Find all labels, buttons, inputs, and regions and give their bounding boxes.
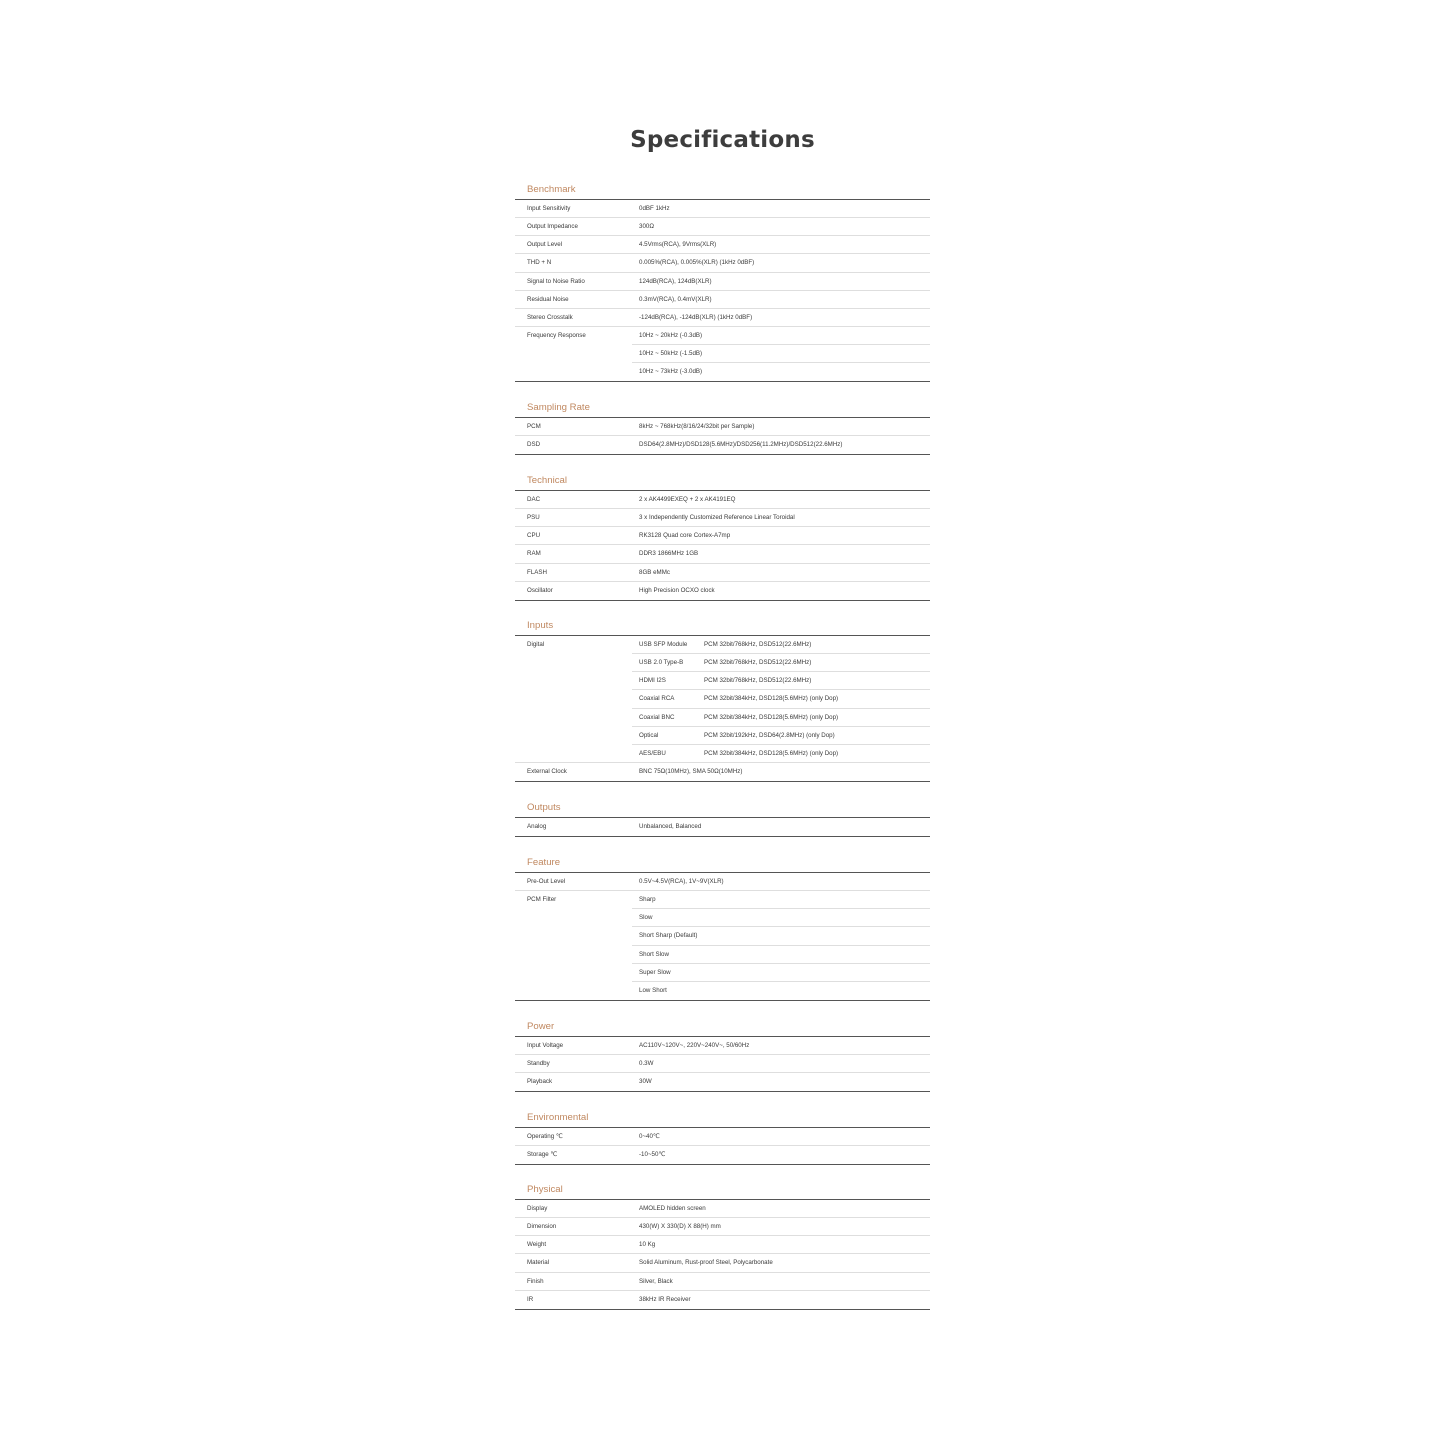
spec-value: 38kHz IR Receiver [639, 1295, 691, 1303]
spec-sub-label: Optical [639, 731, 659, 739]
section-title: Feature [527, 857, 561, 868]
section-rows [515, 417, 930, 455]
spec-value: PCM 32bit/384kHz, DSD128(5.6MHz) (only Dop) [704, 749, 839, 757]
spec-row [515, 636, 930, 654]
spec-row [515, 509, 930, 527]
spec-value: 430(W) X 330(D) X 88(H) mm [639, 1223, 721, 1231]
spec-sub-label: USB 2.0 Type-B [639, 659, 684, 667]
section-title: Sampling Rate [527, 402, 590, 413]
spec-label: Standby [527, 1060, 550, 1068]
spec-sub-label: Coaxial BNC [639, 713, 675, 721]
spec-value: 2 x AK4499EXEQ + 2 x AK4191EQ [639, 496, 736, 503]
spec-value: 10Hz ~ 73kHz (-3.0dB) [639, 368, 703, 376]
spec-value: 300Ω [639, 223, 654, 231]
spec-row [515, 1037, 930, 1055]
spec-value: Unbalanced, Balanced [639, 823, 702, 830]
spec-value: 10 Kg [639, 1241, 656, 1249]
spec-value: 8kHz ~ 768kHz(8/16/24/32bit per Sample) [639, 423, 755, 430]
spec-row [515, 545, 930, 563]
spec-row [515, 418, 930, 436]
section-rows [515, 635, 930, 782]
spec-value: 3 x Independently Customized Reference Linear Toroidal [639, 514, 795, 522]
spec-value: 8GB eMMc [639, 568, 670, 576]
spec-label: Output Impedance [527, 223, 578, 231]
spec-sub-label: USB SFP Module [639, 641, 688, 648]
spec-row [515, 654, 930, 672]
section-title: Physical [527, 1184, 563, 1195]
spec-value: Solid Aluminum, Rust-proof Steel, Polycarbonate [639, 1259, 773, 1267]
spec-label: Finish [527, 1277, 544, 1285]
spec-value: -10~50℃ [639, 1151, 666, 1159]
spec-label: IR [527, 1295, 534, 1303]
spec-label: Oscillator [527, 586, 553, 594]
spec-row [515, 218, 930, 236]
spec-row [515, 491, 930, 509]
spec-label: Frequency Response [527, 331, 586, 339]
spec-label: Stereo Crosstalk [527, 313, 573, 321]
spec-row [515, 709, 930, 727]
section-rows [515, 1199, 930, 1310]
spec-label: PCM Filter [527, 896, 557, 904]
section-rows [515, 199, 930, 382]
spec-value: PCM 32bit/768kHz, DSD512(22.6MHz) [704, 641, 812, 648]
spec-value: AC110V~120V~, 220V~240V~, 50/60Hz [639, 1042, 750, 1049]
spec-value: 0.5V~4.5V(RCA), 1V~9V(XLR) [639, 878, 724, 885]
spec-label: PCM [527, 423, 541, 430]
spec-row [515, 745, 930, 763]
spec-label: Residual Noise [527, 295, 569, 303]
spec-value: PCM 32bit/192kHz, DSD64(2.8MHz) (only Dop) [704, 731, 835, 739]
spec-row [515, 1291, 930, 1309]
section-environmental [515, 1109, 930, 1165]
spec-row [515, 236, 930, 254]
spec-row [515, 964, 930, 982]
section-benchmark [515, 181, 930, 382]
spec-value: PCM 32bit/384kHz, DSD128(5.6MHz) (only Dop) [704, 713, 839, 721]
spec-row [515, 363, 930, 381]
section-feature [515, 854, 930, 1001]
section-inputs [515, 617, 930, 782]
spec-row [515, 1055, 930, 1073]
spec-label: Dimension [527, 1223, 557, 1231]
spec-row [515, 1254, 930, 1272]
spec-row [515, 1073, 930, 1091]
spec-label: Digital [527, 641, 545, 648]
spec-label: Analog [527, 823, 547, 830]
spec-label: Operating ℃ [527, 1133, 563, 1140]
spec-row [515, 818, 930, 836]
spec-value: 30W [639, 1078, 652, 1086]
spec-value: Sharp [639, 896, 656, 904]
section-rows [515, 817, 930, 837]
spec-row [515, 873, 930, 891]
spec-row [515, 582, 930, 600]
spec-row [515, 273, 930, 291]
spec-row [515, 345, 930, 363]
spec-label: DSD [527, 441, 541, 449]
spec-row [515, 927, 930, 945]
spec-label: RAM [527, 550, 541, 558]
page-title: Specifications [630, 127, 815, 153]
section-rows [515, 1127, 930, 1165]
spec-row [515, 200, 930, 218]
section-rows [515, 1036, 930, 1092]
spec-value: Short Slow [639, 950, 669, 958]
spec-sub-label: AES/EBU [639, 749, 666, 757]
spec-value: RK3128 Quad core Cortex-A7mp [639, 532, 731, 540]
spec-label: FLASH [527, 568, 547, 576]
spec-row [515, 1273, 930, 1291]
spec-sub-label: HDMI I2S [639, 677, 666, 685]
spec-value: PCM 32bit/768kHz, DSD512(22.6MHz) [704, 659, 812, 667]
spec-label: Weight [527, 1241, 547, 1249]
spec-label: THD + N [527, 259, 552, 267]
spec-value: 0.3W [639, 1060, 654, 1068]
spec-label: Input Voltage [527, 1042, 564, 1049]
spec-value: 0dBF 1kHz [639, 205, 670, 212]
section-title: Outputs [527, 802, 561, 813]
spec-value: 4.5Vrms(RCA), 9Vrms(XLR) [639, 241, 717, 249]
spec-label: Display [527, 1205, 548, 1212]
spec-value: 10Hz ~ 50kHz (-1.5dB) [639, 350, 703, 358]
spec-value: Slow [639, 914, 653, 922]
spec-value: Silver, Black [639, 1277, 673, 1285]
spec-value: Short Sharp (Default) [639, 932, 698, 940]
spec-row [515, 1218, 930, 1236]
spec-label: External Clock [527, 767, 567, 775]
section-physical [515, 1181, 930, 1310]
section-sampling-rate [515, 399, 930, 455]
spec-row [515, 309, 930, 327]
spec-row [515, 1200, 930, 1218]
spec-value: DDR3 1866MHz 1GB [639, 550, 699, 558]
spec-sub-label: Coaxial RCA [639, 695, 675, 703]
section-power [515, 1018, 930, 1092]
spec-value: PCM 32bit/384kHz, DSD128(5.6MHz) (only Dop) [704, 695, 839, 703]
spec-row [515, 763, 930, 781]
spec-value: BNC 75Ω(10MHz), SMA 50Ω(10MHz) [639, 767, 743, 775]
spec-row [515, 564, 930, 582]
spec-label: Playback [527, 1078, 553, 1086]
spec-row [515, 727, 930, 745]
spec-value: 0~40℃ [639, 1133, 660, 1140]
spec-row [515, 672, 930, 690]
section-outputs [515, 799, 930, 837]
spec-value: Super Slow [639, 968, 671, 976]
spec-label: Storage ℃ [527, 1151, 558, 1159]
section-title: Technical [527, 475, 567, 486]
spec-row [515, 1128, 930, 1146]
spec-row [515, 982, 930, 1000]
spec-label: Input Sensitivity [527, 205, 571, 212]
spec-value: PCM 32bit/768kHz, DSD512(22.6MHz) [704, 677, 812, 685]
spec-value: High Precision OCXO clock [639, 586, 715, 594]
spec-label: Signal to Noise Ratio [527, 277, 585, 285]
spec-label: DAC [527, 496, 541, 503]
spec-label: PSU [527, 514, 540, 522]
spec-value: 0.005%(RCA), 0.005%(XLR) (1kHz 0dBF) [639, 259, 755, 267]
section-rows [515, 490, 930, 601]
spec-value: 10Hz ~ 20kHz (-0.3dB) [639, 331, 703, 339]
spec-label: Pre-Out Level [527, 878, 566, 885]
spec-value: Low Short [639, 986, 667, 994]
section-title: Inputs [527, 620, 554, 631]
spec-value: 0.3mV(RCA), 0.4mV(XLR) [639, 295, 712, 303]
spec-value: DSD64(2.8MHz)/DSD128(5.6MHz)/DSD256(11.2MHz)/DSD512(22.6MHz) [639, 441, 843, 449]
spec-row [515, 527, 930, 545]
spec-row [515, 909, 930, 927]
spec-row [515, 1236, 930, 1254]
spec-row [515, 690, 930, 708]
spec-row [515, 436, 930, 454]
spec-value: 124dB(RCA), 124dB(XLR) [639, 277, 712, 285]
section-rows [515, 872, 930, 1001]
section-title: Benchmark [527, 184, 576, 195]
section-technical [515, 472, 930, 601]
section-title: Environmental [527, 1112, 589, 1123]
spec-row [515, 946, 930, 964]
spec-row [515, 327, 930, 345]
spec-row [515, 1146, 930, 1164]
spec-value: -124dB(RCA), -124dB(XLR) (1kHz 0dBF) [639, 313, 753, 321]
spec-label: CPU [527, 532, 541, 540]
spec-label: Material [527, 1259, 550, 1267]
spec-row [515, 891, 930, 909]
spec-value: AMOLED hidden screen [639, 1205, 706, 1212]
spec-label: Output Level [527, 241, 563, 249]
spec-row [515, 291, 930, 309]
spec-row [515, 254, 930, 272]
section-title: Power [527, 1021, 555, 1032]
